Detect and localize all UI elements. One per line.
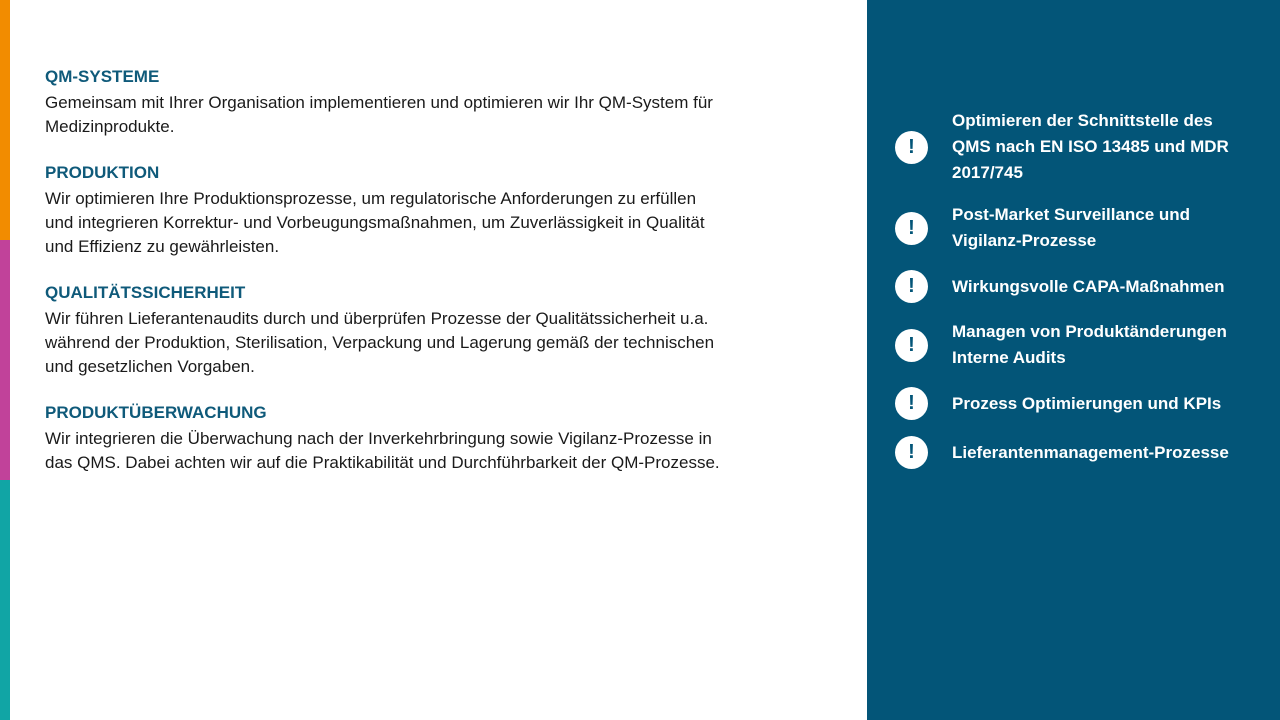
exclamation-icon: ! (895, 436, 928, 469)
section-body (45, 91, 815, 139)
section-produktueberwachung (45, 402, 815, 475)
section-heading: QM-SYSTEME (45, 67, 160, 86)
highlight-line: Interne Audits (952, 348, 1066, 367)
highlight-item (895, 202, 1275, 254)
section-heading: PRODUKTÜBERWACHUNG (45, 403, 267, 422)
exclamation-icon: ! (895, 329, 928, 362)
highlight-line: Prozess Optimierungen und KPIs (952, 393, 1222, 413)
highlight-line: QMS nach EN ISO 13485 und MDR (952, 137, 1229, 156)
highlight-text (952, 319, 1272, 371)
section-body (45, 307, 815, 379)
section-qualitaetssicherheit (45, 282, 815, 379)
body-line: Medizinprodukte. (45, 117, 175, 136)
section-heading: PRODUKTION (45, 163, 160, 182)
exclamation-icon: ! (895, 387, 928, 420)
highlight-text (952, 108, 1272, 186)
body-line: während der Produktion, Sterilisation, Verpackung und Lagerung gemäß der technischen (45, 333, 715, 352)
highlight-text (952, 391, 1272, 417)
accent-bar-orange (0, 0, 10, 240)
highlight-line: Lieferantenmanagement-Prozesse (952, 442, 1229, 462)
body-line: und integrieren Korrektur- und Vorbeugungsmaßnahmen, um Zuverlässigkeit in Qualität (45, 213, 705, 232)
highlight-item (895, 270, 1275, 303)
highlights-panel (867, 0, 1280, 720)
section-produktion (45, 162, 815, 259)
highlight-item (895, 319, 1275, 371)
body-line: das QMS. Dabei achten wir auf die Praktikabilität und Durchführbarkeit der QM-Prozesse. (45, 453, 720, 472)
body-line: und gesetzlichen Vorgaben. (45, 357, 255, 376)
highlight-item (895, 436, 1275, 469)
highlight-text (952, 202, 1272, 254)
highlight-line: Vigilanz-Prozesse (952, 231, 1097, 250)
section-body (45, 427, 815, 475)
exclamation-icon: ! (895, 270, 928, 303)
body-line: Gemeinsam mit Ihrer Organisation implementieren und optimieren wir Ihr QM-System für (45, 93, 713, 112)
highlight-line: Optimieren der Schnittstelle des (952, 111, 1213, 130)
section-qm-systeme (45, 66, 815, 139)
highlight-line: Wirkungsvolle CAPA-Maßnahmen (952, 276, 1225, 296)
body-line: Wir integrieren die Überwachung nach der Inverkehrbringung sowie Vigilanz-Prozesse in (45, 429, 712, 448)
main-content (45, 66, 815, 498)
section-heading: QUALITÄTSSICHERHEIT (45, 283, 246, 302)
highlight-text (952, 440, 1272, 466)
body-line: Wir führen Lieferantenaudits durch und überprüfen Prozesse der Qualitätssicherheit u.a. (45, 309, 709, 328)
highlight-item (895, 108, 1275, 186)
exclamation-icon: ! (895, 212, 928, 245)
highlight-item (895, 387, 1275, 420)
highlights-list (895, 108, 1275, 485)
highlight-text (952, 274, 1272, 300)
section-body (45, 187, 815, 259)
body-line: und Effizienz zu gewährleisten. (45, 237, 280, 256)
highlight-line: Post-Market Surveillance und (952, 205, 1191, 224)
accent-bar-teal (0, 480, 10, 720)
highlight-line: 2017/745 (952, 163, 1023, 182)
highlight-line: Managen von Produktänderungen (952, 322, 1227, 341)
exclamation-icon: ! (895, 131, 928, 164)
body-line: Wir optimieren Ihre Produktionsprozesse, um regulatorische Anforderungen zu erfüllen (45, 189, 697, 208)
accent-bar-magenta (0, 240, 10, 480)
